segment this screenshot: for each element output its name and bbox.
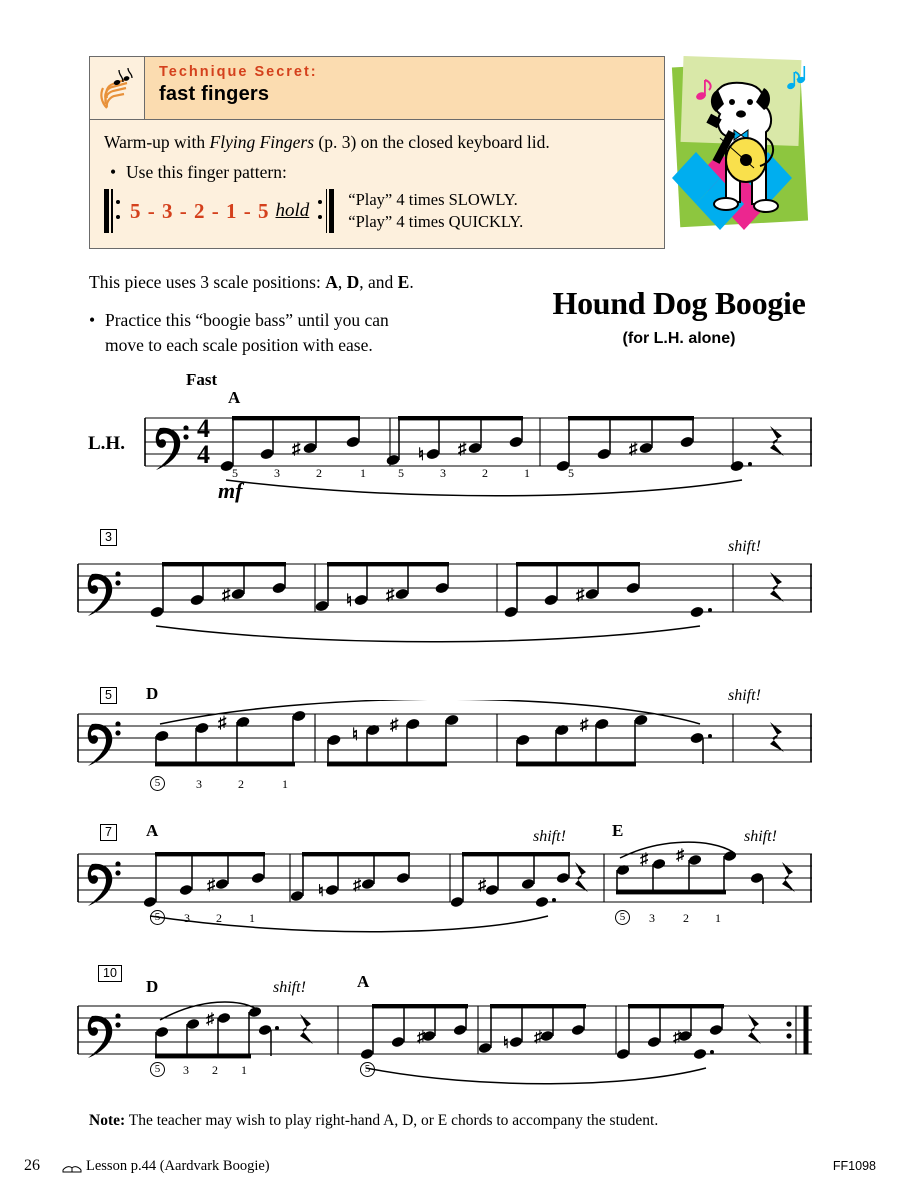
warmup-pre: Warm-up with [104,132,210,152]
fingering-2-s5: 2 [212,1063,218,1077]
fast-fingers-icon [90,57,145,119]
page-title: Hound Dog Boogie [552,285,806,321]
fingering-1-s4b: 1 [715,911,721,925]
finger-pattern-row [104,189,650,234]
music-system-4 [0,840,900,950]
position-a-inline: A [325,272,338,292]
intro-sep2: , and [359,272,398,292]
svg-text:♯: ♯ [534,1029,542,1046]
intro-period: . [409,272,414,292]
fingering-1-s4a: 1 [249,911,255,925]
music-system-3 [0,700,900,810]
fingering-3-s3: 3 [196,777,202,791]
fingering-5-s1: 5 [232,466,238,480]
play-instructions [348,189,523,234]
fingering-5-circled-s3: 5 [150,776,165,791]
fingering-1-s1: 1 [360,466,366,480]
music-system-5 [0,992,900,1102]
play-quickly-text: “Play” 4 times QUICKLY. [348,212,524,232]
svg-text:♮: ♮ [346,591,353,610]
finger-pattern-numbers: 5 - 3 - 2 - 1 - 5 [130,198,270,223]
svg-text:4: 4 [197,414,210,443]
svg-text:♯: ♯ [673,1029,681,1046]
practice-instruction [89,308,449,359]
measure-number-7: 7 [100,824,117,841]
position-label-d-2: D [146,977,159,996]
page-subtitle: (for L.H. alone) [622,330,736,347]
fingering-5b-s1: 5 [398,466,404,480]
teacher-note [89,1112,658,1130]
shift-marking-s2: shift! [728,538,761,555]
bullet-dot-icon: • [110,162,117,182]
warmup-title: Flying Fingers [209,132,315,152]
position-label-a-3: A [357,972,370,991]
svg-text:♯: ♯ [676,847,684,864]
technique-secret-title: fast fingers [159,83,270,105]
shift-marking-s5: shift! [273,979,306,996]
repeat-end-barline-icon [314,189,334,233]
fingering-3b-s1: 3 [440,466,446,480]
svg-text:♯: ♯ [458,439,467,458]
shift-marking-s4a: shift! [533,828,566,845]
svg-text:♯: ♯ [353,877,361,894]
fingering-2-s4a: 2 [216,911,222,925]
measure-number-3: 3 [100,529,117,546]
svg-text:♮: ♮ [503,1035,509,1052]
warmup-instruction [104,132,650,153]
fingering-3-s5: 3 [183,1063,189,1077]
intro-pre: This piece uses 3 scale positions: [89,272,326,292]
fingering-3-s4a: 3 [184,911,190,925]
fingering-2-s3: 2 [238,777,244,791]
fingering-3-s4b: 3 [649,911,655,925]
svg-text:♯: ♯ [629,439,638,458]
position-e-inline: E [397,272,410,292]
tempo-marking: Fast [186,370,218,389]
fingering-1-s3: 1 [282,777,288,791]
book-icon [62,1160,82,1178]
svg-text:♯: ♯ [386,585,395,604]
svg-text:♮: ♮ [318,883,324,900]
fingering-5-circled-s4a: 5 [150,910,165,925]
fingering-5-circled-s5a: 5 [150,1062,165,1077]
technique-secret-box [89,56,665,249]
svg-text:♯: ♯ [390,715,399,734]
dynamic-mf: mf [218,478,243,503]
svg-text:♯: ♯ [640,851,648,868]
technique-secret-header [90,57,664,120]
svg-text:♮: ♮ [352,725,359,744]
svg-text:♯: ♯ [218,713,227,732]
practice-line-1: Practice this “boogie bass” until you can [105,310,389,330]
position-d-inline: D [346,272,360,292]
page-number: 26 [24,1157,40,1174]
finger-pattern-label: Use this finger pattern: [126,162,287,182]
svg-text:♯: ♯ [580,715,589,734]
repeat-start-barline-icon [104,189,124,233]
shift-marking-s3: shift! [728,687,761,704]
position-label-a-1: A [228,388,241,407]
technique-secret-heading [145,57,318,119]
warmup-post: (p. 3) on the closed keyboard lid. [314,132,550,152]
svg-text:♯: ♯ [576,585,585,604]
svg-text:♯: ♯ [417,1029,425,1046]
svg-text:♮: ♮ [418,445,425,464]
hold-label: hold [275,200,310,222]
music-system-2 [0,550,900,660]
intro-sep1: , [337,272,347,292]
measure-number-10: 10 [98,965,122,982]
fingering-1-s5: 1 [241,1063,247,1077]
position-label-e: E [612,821,624,840]
fingering-5c-s1: 5 [568,466,574,480]
svg-text:4: 4 [197,440,210,469]
fingering-3-s1: 3 [274,466,280,480]
note-text: The teacher may wish to play right-hand A, D, or E chords to accompany the student. [125,1112,659,1129]
play-slowly-text: “Play” 4 times SLOWLY. [348,190,518,209]
catalog-number: FF1098 [832,1159,876,1173]
fingering-5-circled-s5b: 5 [360,1062,375,1077]
fingering-2-s4b: 2 [683,911,689,925]
position-label-a-2: A [146,821,159,840]
measure-number-5: 5 [100,687,117,704]
svg-text:♯: ♯ [292,439,301,458]
bullet-dot-icon: • [89,310,96,330]
scale-positions-text [89,272,414,293]
svg-text:♯: ♯ [207,877,215,894]
music-system-1 [0,404,900,514]
shift-marking-s4b: shift! [744,828,777,845]
fingering-2b-s1: 2 [482,466,488,480]
position-label-d-1: D [146,684,159,703]
hound-dog-illustration [668,52,816,242]
technique-secret-eyebrow: Technique Secret: [159,64,318,80]
fingering-5-circled-s4b: 5 [615,910,630,925]
left-hand-label: L.H. [88,433,125,454]
practice-line-2: move to each scale position with ease. [105,335,373,356]
svg-text:♯: ♯ [478,877,486,894]
svg-text:♯: ♯ [222,585,231,604]
technique-secret-body [90,120,664,248]
svg-text:♯: ♯ [206,1011,214,1028]
finger-pattern-instruction [110,162,650,183]
fingering-1b-s1: 1 [524,466,530,480]
fingering-2-s1: 2 [316,466,322,480]
lesson-reference: Lesson p.44 (Aardvark Boogie) [86,1158,270,1174]
note-label: Note: [89,1112,126,1129]
